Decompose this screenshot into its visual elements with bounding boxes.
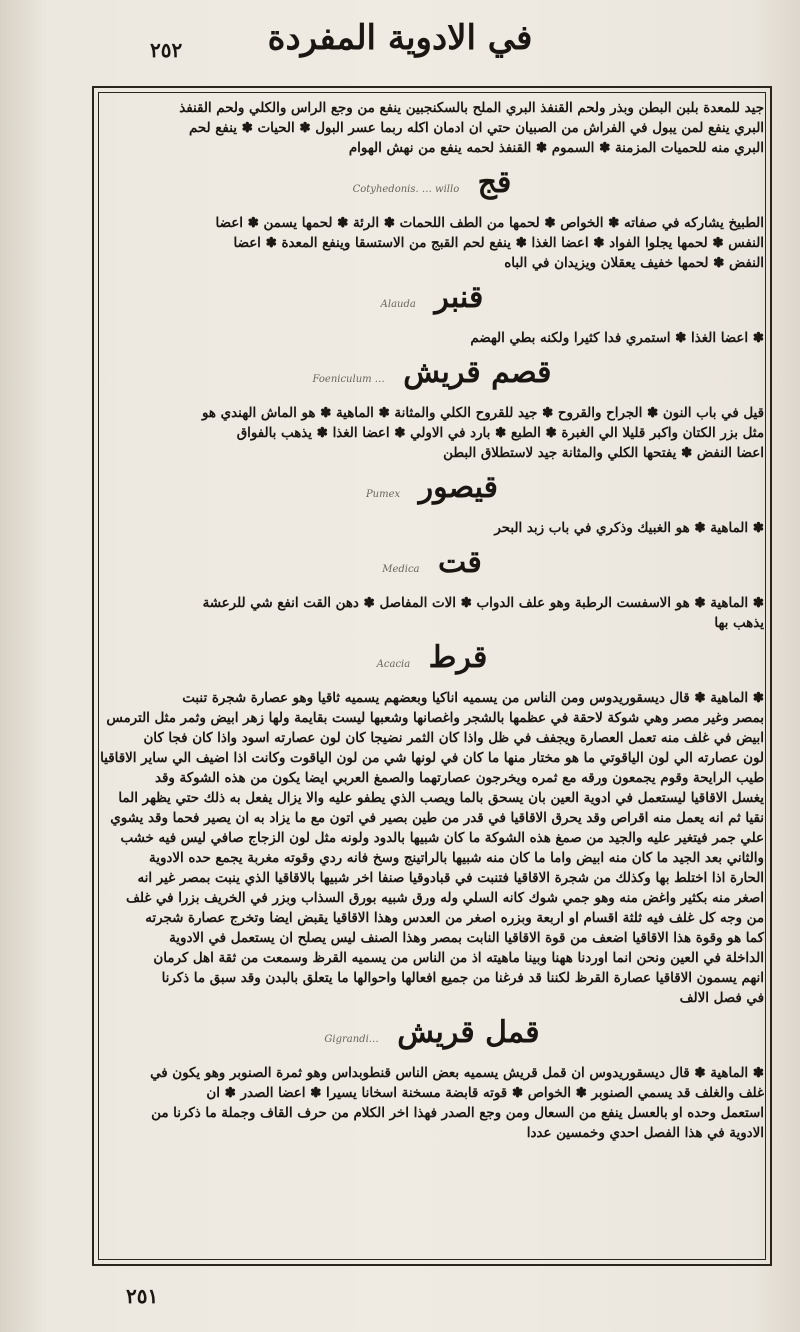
text-line: من وجه كل غلف فيه ثلثة اقسام او اربعة وبزره اصغر من العدس وهذا الاقاقيا يقبض ايضا وتخرج عصارة شجرته [145,910,764,926]
marginal-latin-note: Acacia [376,659,411,670]
text-line: انهم يسمون الاقاقيا عصارة القرظ لكننا قد فرغنا من جميع افعالها واحوالها ما يتعلق بالبدن وقد سبق ما ذكرنا [161,970,764,986]
text-line: في فصل الالف [679,990,764,1006]
text-line: ✽ الماهية ✽ قال ديسقوريدوس ان قمل قريش يسميه بعض الناس قنطوبداس وهو ثمرة الصنوبر وهو يكون في [150,1065,764,1081]
entry-body [100,328,764,348]
text-line: نقيا ثم انه يعمل منه اقراص وقد يحرق الاقاقيا في قدر من طين بصير في اتون مع ما يزاد به ان يصير فحما وقد يشوي [110,810,764,826]
text-line: الداخلة في العين ونحن انما اوردنا ههنا وبينا ماهيته اذ من الناس من يسميه القرظ وسمعت من ثقة اهل كرمان [153,950,764,966]
text-line: البري ينفع لمن يبول في الفراش من الصبيان حتي ان ادمان اكله ربما عسر البول ✽ الحيات ✽ ينفع لحم [189,120,764,136]
running-title: في الادوية المفردة [267,18,533,58]
text-block [100,98,764,1145]
entry-heading [100,354,764,399]
text-line: النفس ✽ لحمها يجلوا الفواد ✽ اعضا الغذا ✽ ينفع لحم القبج من الاستسقا وينفع المعدة ✽ اعضا [233,235,764,251]
entry-title: قت [437,545,482,580]
entry-body [100,688,764,1008]
entry-title: قمل قريش [397,1015,540,1050]
entry-title: قيصور [418,470,499,505]
text-line: طيب الرايحة وقوم يجمعون ورقه مع ثمره ويخرجون عصارتهما والصمغ العربي ايضا يكون من هذه الشوكة وقد [155,770,764,786]
text-line: اصغر منه بكثير واغض منه وهو جمي شوك كانه السلي وله ورق شبيه بورق السذاب وبزر في الخريف بزرا في غلف [126,890,764,906]
text-line: الادوية في هذا الفصل احدي وخمسين عددا [526,1125,764,1141]
text-line: استعمل وحده او بالعسل ينفع من السعال ومن وجع الصدر فهذا اخر الكلام من حرف القاف وجملة ما ذكرنا من [151,1105,764,1121]
signature-mark: ٢٥١ [126,1284,159,1308]
marginal-latin-note: Pumex [365,489,401,500]
entry-title: قنبر [434,280,484,315]
text-line: النفض ✽ لحمها خفيف يعقلان ويزيدان في الباه [504,255,764,271]
text-line: غلف والغلف قد يسمي الصنوبر ✽ الخواص ✽ قوته قابضة مسخنة اسخانا يسيرا ✽ اعضا الصدر ✽ ان [206,1085,764,1101]
entry-body [100,1063,764,1143]
entry-title: قصم قريش [403,355,552,390]
text-line: يذهب بها [714,615,764,631]
entry-heading [100,639,764,684]
text-line: ✽ الماهية ✽ قال ديسقوريدوس ومن الناس من يسميه اناكيا وبعضهم يسميه ثاقيا وهو عصارة شجرة تنبت [182,690,764,706]
text-line: يغسل الاقاقيا ليستعمل في ادوية العين بان يسحق بالما ويصب الذي يطفو عليه والا يزال يفعل به ذلك حتي يظهر الما [118,790,764,806]
text-line: ✽ اعضا الغذا ✽ استمري فدا كثيرا ولكنه بطي الهضم [470,330,764,346]
marginal-latin-note: Cotyhedonis. … willo [352,184,460,195]
text-line: مثل بزر الكتان واكبر قليلا الي الغبرة ✽ الطبع ✽ بارد في الاولي ✽ اعضا الغذا ✽ يذهب بالفواق [236,425,764,441]
text-line: لون عصارته الي لون الياقوتي ما هو مختار منها ما كان في لونها شي من لون الياقوت وكانت اذا اضيف الي ساير الاقاقيا [100,750,764,766]
text-line: قيل في باب النون ✽ الجراح والقروح ✽ جيد للقروح الكلي والمثانة ✽ الماهية ✽ هو الماش الهندي هو [202,405,764,421]
text-line: جيد للمعدة بلبن البطن وبذر ولحم القنفذ البري الملح بالسكنجبين ينفع من وجع الراس والكلي ولحم القنفذ [179,100,764,116]
entry-body [100,403,764,463]
text-line: علي جمر فيتغير عليه والجيد من صمغ هذه الشوكة ما كان شبيها بالدود ولونه مثل لون الزجاج صافي ليس فيه خشب [120,830,764,846]
intro-paragraph [100,98,764,158]
entry-heading [100,544,764,589]
marginal-latin-note: Alauda [380,299,416,310]
marginal-latin-note: Foeniculum … [312,374,385,385]
text-line: ✽ الماهية ✽ هو الاسفست الرطبة وهو علف الدواب ✽ الات المفاصل ✽ دهن القت انفع شي للرعشة [202,595,764,611]
entry-heading [100,164,764,209]
entry-body [100,593,764,633]
text-line: كما هو وقوة هذا الاقاقيا اضعف من قوة الاقاقيا النابت بمصر وهذا الصنف ليس يصلح ان يستعمل في الادوية [169,930,764,946]
page-number: ٢٥٢ [150,38,183,62]
text-line: الحارة اذا اختلط بها وكذلك من شجرة الاقاقيا فتنبت في قبادوقيا صنفا اخر شبيها بالاقاقيا الذي ينبت بمصر غير انه [137,870,764,886]
text-line: والثاني بعد الجيد ما كان منه ابيض واما ما كان منه شبيها بالراتينج وسخ فانه ردي وقوته مغربة يجمع حده الادوية [149,850,764,866]
text-line: ابيض في غلف منه تعمل العصارة ويجفف في ظل واذا كان الثمر نضيجا كان لون عصارته اسود واذا كان فجا كان [143,730,764,746]
text-line: الطبيخ يشاركه في صفاته ✽ الخواص ✽ لحمها من الطف اللحمات ✽ الرئة ✽ لحمها يسمن ✽ اعضا [215,215,764,231]
marginal-latin-note: Gigrandi… [324,1034,379,1045]
marginal-latin-note: Medica [382,564,420,575]
text-line: بمصر وغير مصر وهي شوكة لاحقة في عظمها بالشجر واغصانها وشعبها ليست بقايمة ولها زهر ابيض وثمر مثل الترمس [106,710,764,726]
entry-body [100,518,764,538]
running-head [0,18,800,70]
text-line: اعضا النفض ✽ يفتحها الكلي والمثانة جيد لاستطلاق البطن [443,445,764,461]
entry-title: قج [477,165,512,200]
entry-heading [100,1014,764,1059]
entry-body [100,213,764,273]
text-line: البري منه للحميات المزمنة ✽ السموم ✽ القنفذ لحمه ينفع من نهش الهوام [348,140,764,156]
entry-title: قرط [428,640,488,675]
entry-heading [100,469,764,514]
text-line: ✽ الماهية ✽ هو الغبيك وذكري في باب زبد البحر [494,520,764,536]
entry-heading [100,279,764,324]
